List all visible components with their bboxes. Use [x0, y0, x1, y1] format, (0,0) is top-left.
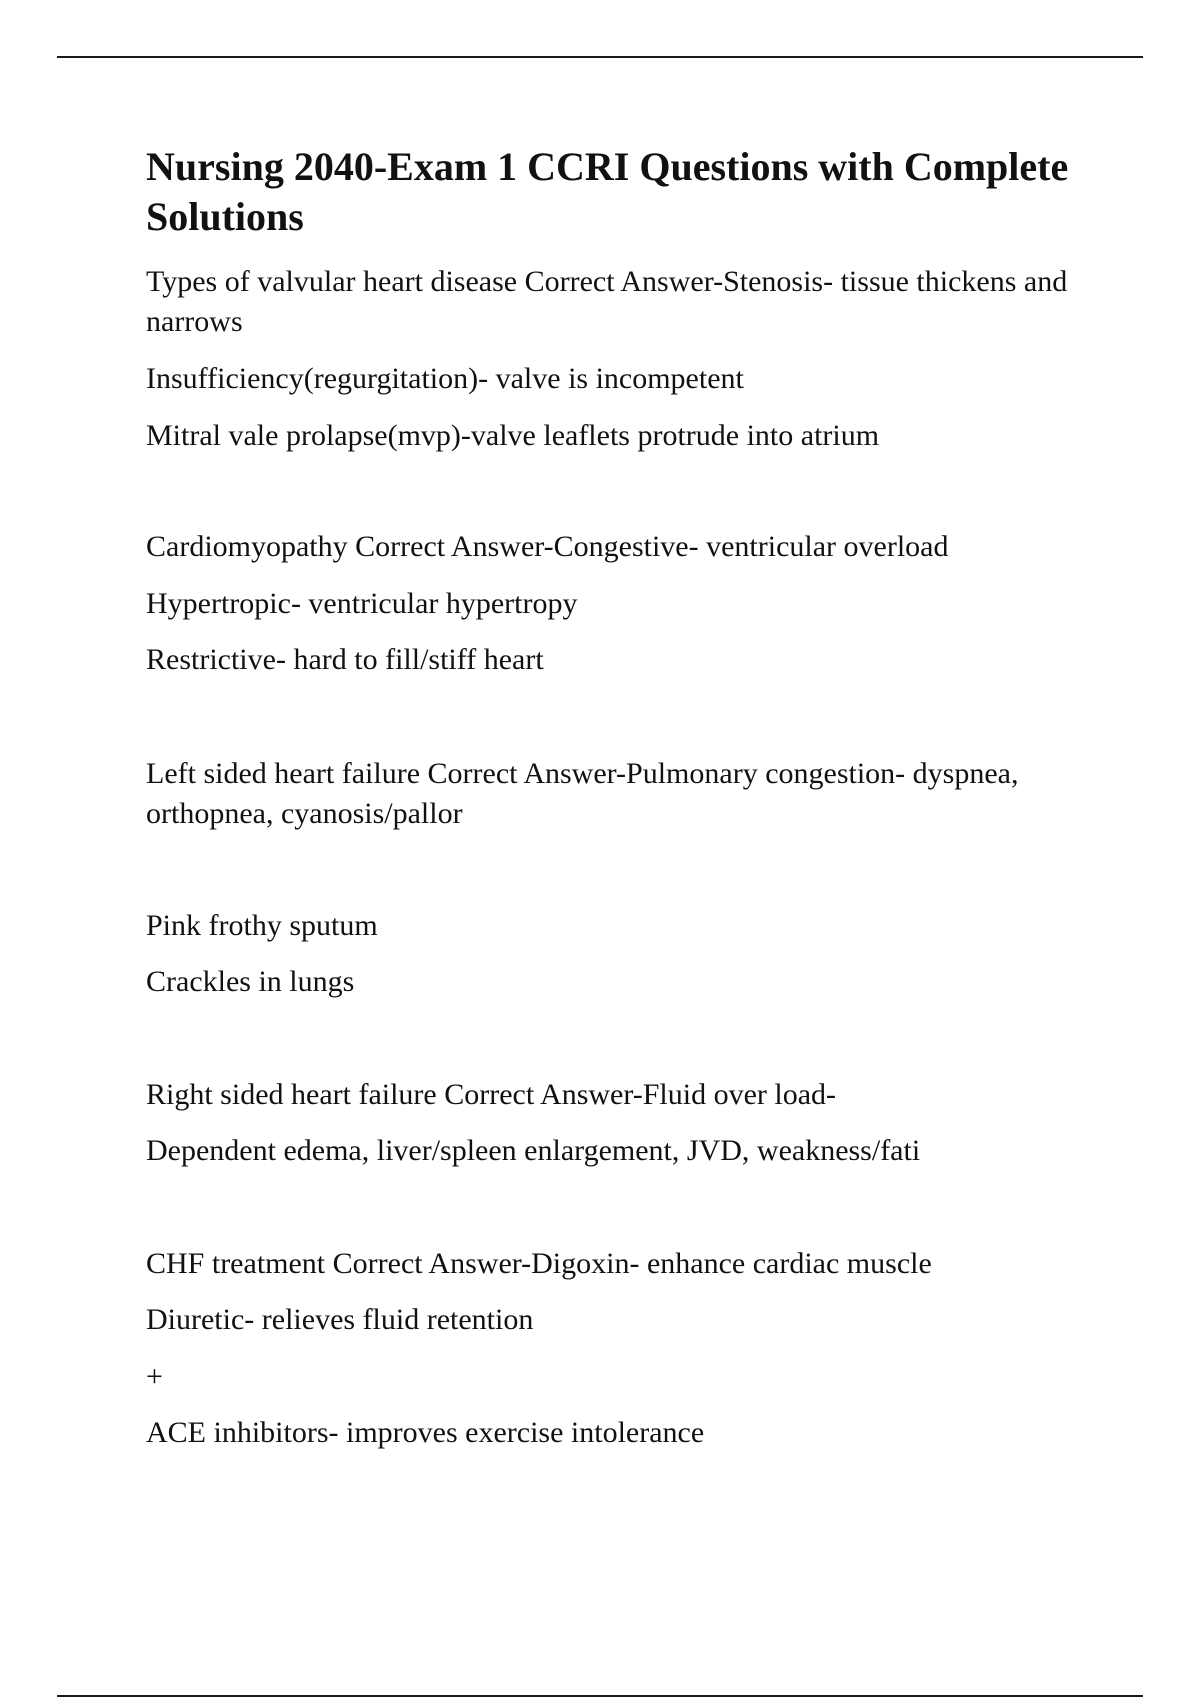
line-hypertropic: Hypertropic- ventricular hypertropy — [146, 587, 578, 620]
line-ace-inhibitors: ACE inhibitors- improves exercise intolerance — [146, 1416, 705, 1449]
document-title: Nursing 2040-Exam 1 CCRI Questions with Complete Solutions — [146, 144, 1069, 239]
header-rule — [57, 56, 1143, 58]
line-crackles: Crackles in lungs — [146, 965, 355, 998]
line-dependent-edema: Dependent edema, liver/spleen enlargement, JVD, weakness/fati — [146, 1134, 921, 1167]
line-mitral-prolapse: Mitral vale prolapse(mvp)-valve leaflets protrude into atrium — [146, 419, 880, 452]
footer-rule — [57, 1695, 1143, 1697]
line-right-heart-failure: Right sided heart failure Correct Answer-Fluid over load- — [146, 1078, 837, 1111]
line-chf-treatment: CHF treatment Correct Answer-Digoxin- enhance cardiac muscle — [146, 1247, 932, 1280]
line-pink-sputum: Pink frothy sputum — [146, 909, 378, 942]
line-left-heart-failure: Left sided heart failure Correct Answer-Pulmonary congestion- dyspnea, orthopnea, cyanosis/pallor — [146, 757, 1019, 830]
line-diuretic: Diuretic- relieves fluid retention — [146, 1303, 534, 1336]
line-insufficiency: Insufficiency(regurgitation)- valve is incompetent — [146, 362, 744, 395]
line-valvular-types: Types of valvular heart disease Correct Answer-Stenosis- tissue thickens and narrows — [146, 265, 1068, 338]
line-cardiomyopathy: Cardiomyopathy Correct Answer-Congestive- ventricular overload — [146, 530, 949, 563]
line-plus: + — [146, 1360, 163, 1393]
line-restrictive: Restrictive- hard to fill/stiff heart — [146, 643, 544, 676]
